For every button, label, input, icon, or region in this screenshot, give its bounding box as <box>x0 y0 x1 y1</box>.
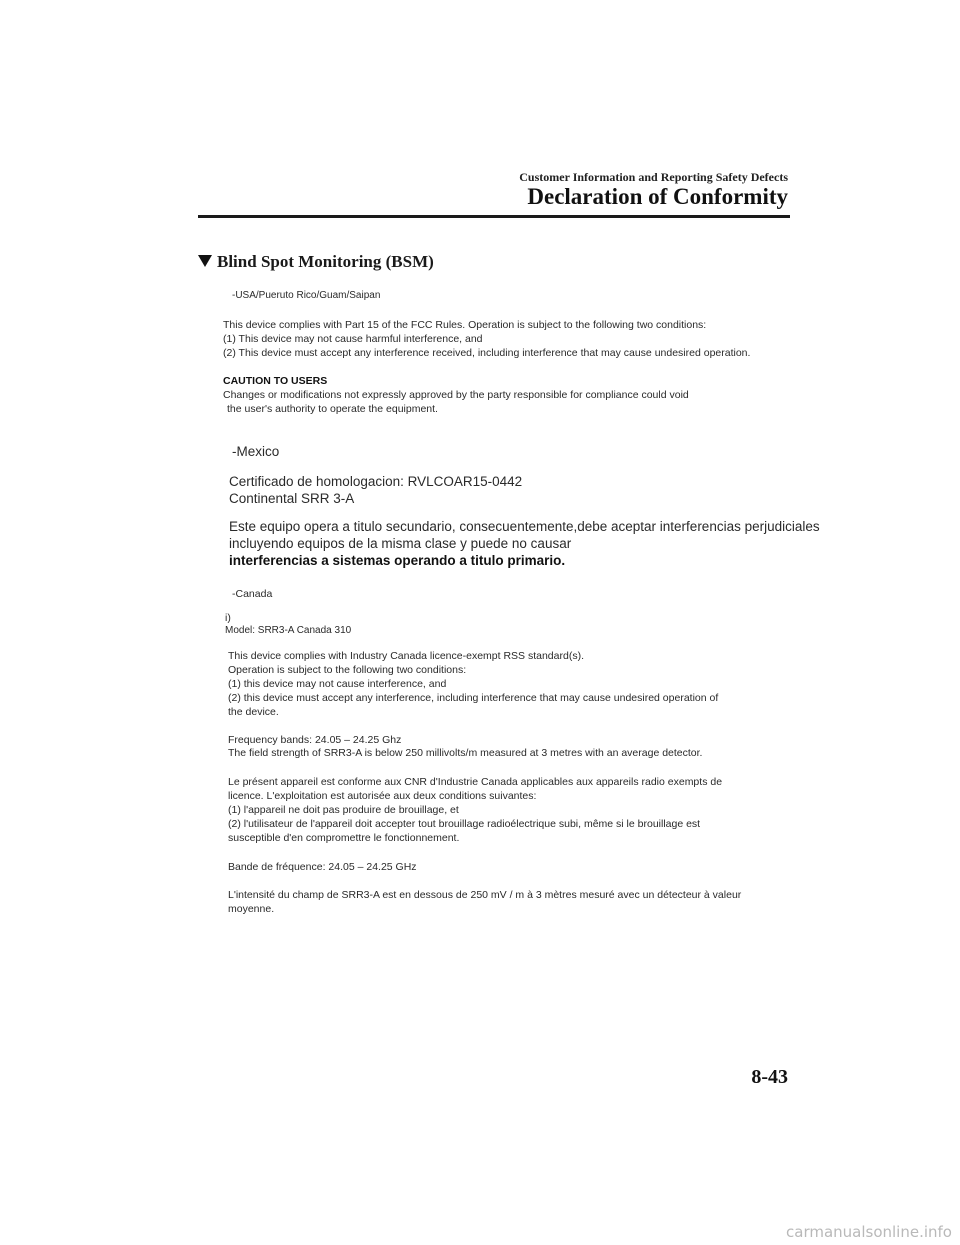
section-heading <box>198 252 434 272</box>
page-number: 8-43 <box>751 1066 788 1088</box>
frequency-band-fr: Bande de fréquence: 24.05 – 24.25 GHz <box>228 861 417 873</box>
usa-line-3: (2) This device must accept any interference received, including interference that may cause undesired operation. <box>223 347 751 359</box>
canada-fr-line-5: susceptible d'en compromettre le fonctionnement. <box>228 832 460 844</box>
canada-en-line-5: the device. <box>228 706 279 718</box>
mexico-line-2: incluyendo equipos de la misma clase y puede no causar <box>229 536 572 551</box>
region-canada: -Canada <box>232 588 273 600</box>
triangle-bullet-icon <box>198 255 212 267</box>
canada-en-line-4: (2) this device must accept any interference, including interference that may cause undesired operation of <box>228 692 719 704</box>
frequency-line-1: Frequency bands: 24.05 – 24.25 Ghz <box>228 734 402 746</box>
region-mexico: -Mexico <box>232 444 280 459</box>
caution-line-1: Changes or modifications not expressly approved by the party responsible for compliance could void <box>223 389 689 401</box>
frequency-line-2: The field strength of SRR3-A is below 250 millivolts/m measured at 3 metres with an average detector. <box>228 747 703 759</box>
caution-title: CAUTION TO USERS <box>223 375 328 387</box>
canada-fr-line-2: licence. L'exploitation est autorisée aux deux conditions suivantes: <box>228 790 537 802</box>
region-usa: -USA/Pueruto Rico/Guam/Saipan <box>232 290 381 301</box>
caution-line-2: the user's authority to operate the equipment. <box>227 403 438 415</box>
canada-fr-line-1: Le présent appareil est conforme aux CNR d'Industrie Canada applicables aux appareils radio exempts de <box>228 776 723 788</box>
canada-en-line-2: Operation is subject to the following two conditions: <box>228 664 467 676</box>
canada-item: i) <box>225 612 231 624</box>
page-title: Declaration of Conformity <box>527 184 788 209</box>
header-divider <box>198 215 790 218</box>
section-heading-text: Blind Spot Monitoring (BSM) <box>217 252 434 271</box>
usa-line-1: This device complies with Part 15 of the FCC Rules. Operation is subject to the following two conditions: <box>223 319 707 331</box>
canada-fr-line-3: (1) l'appareil ne doit pas produire de brouillage, et <box>228 804 459 816</box>
canada-en-line-3: (1) this device may not cause interference, and <box>228 678 447 690</box>
canada-fr-line-4: (2) l'utilisateur de l'appareil doit accepter tout brouillage radioélectrique subi, même si le brouillage est <box>228 818 701 830</box>
mexico-line-1: Este equipo opera a titulo secundario, consecuentemente,debe aceptar interferencias perjudiciales <box>229 519 820 534</box>
intensity-line-2: moyenne. <box>228 903 275 915</box>
usa-line-2: (1) This device may not cause harmful interference, and <box>223 333 483 345</box>
intensity-line-1: L'intensité du champ de SRR3-A est en dessous de 250 mV / m à 3 mètres mesuré avec un détecteur à valeur <box>228 889 742 901</box>
watermark: carmanualsonline.info <box>786 1223 952 1241</box>
mexico-model: Continental SRR 3-A <box>229 491 355 506</box>
canada-model: Model: SRR3-A Canada 310 <box>225 625 352 636</box>
chapter-subtitle: Customer Information and Reporting Safety Defects <box>519 170 788 184</box>
mexico-cert: Certificado de homologacion: RVLCOAR15-0442 <box>229 474 523 489</box>
canada-en-line-1: This device complies with Industry Canada licence-exempt RSS standard(s). <box>228 650 584 662</box>
mexico-line-3: interferencias a sistemas operando a titulo primario. <box>229 553 566 568</box>
